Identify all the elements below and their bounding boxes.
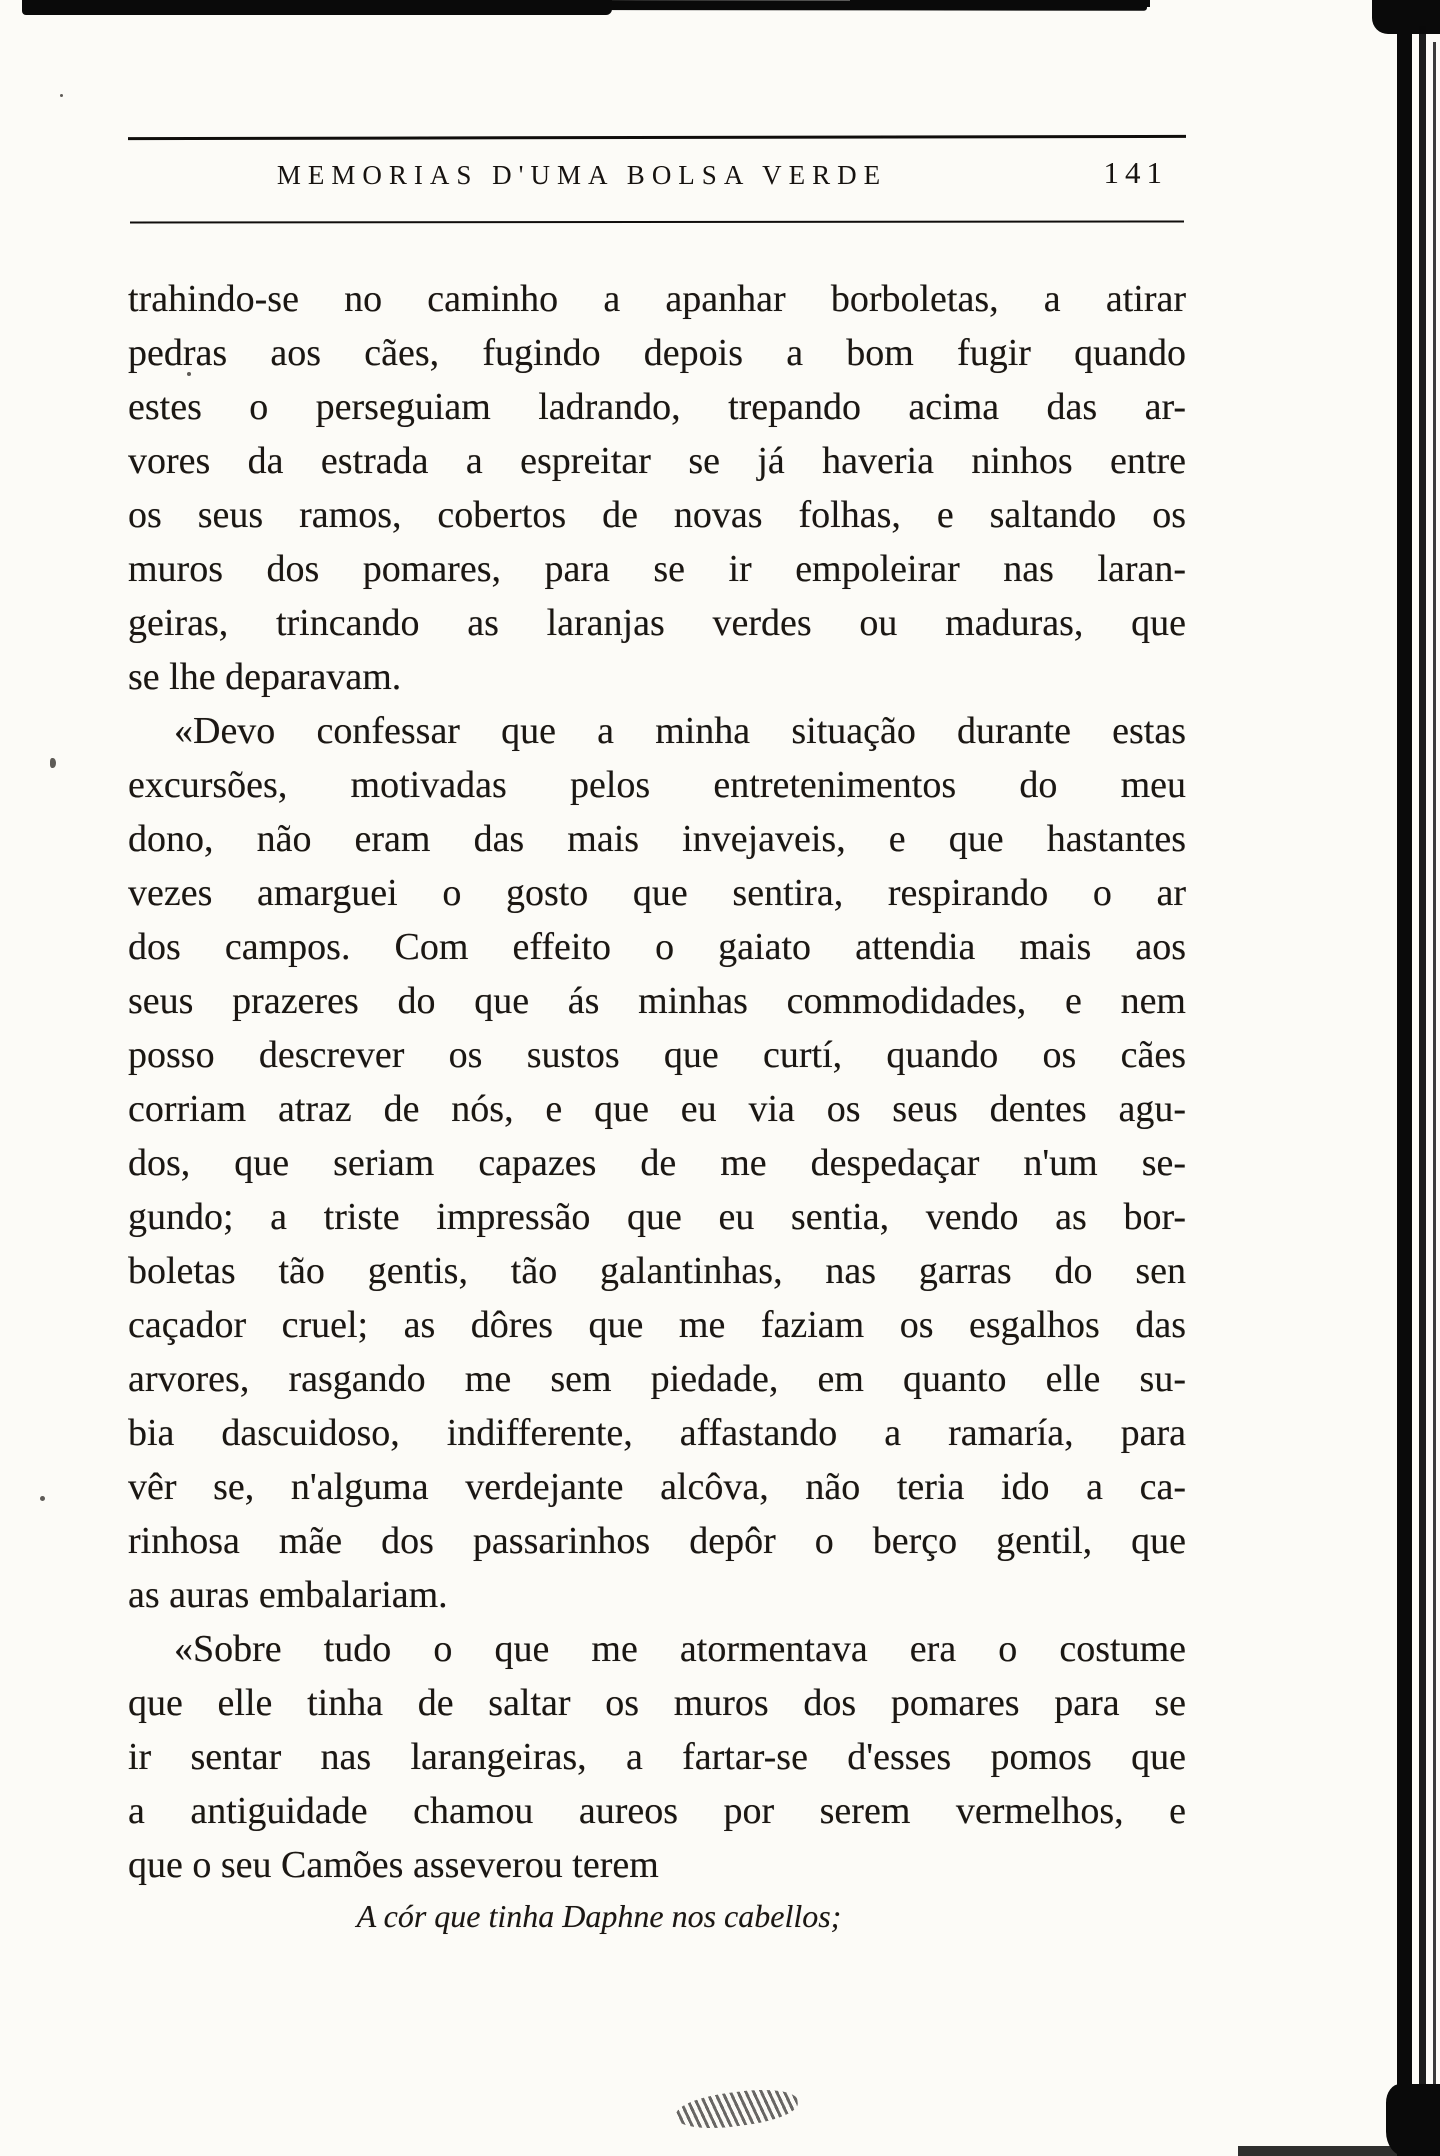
text-line: boletas tão gentis, tão galantinhas, nas garras do sen <box>128 1250 1186 1292</box>
text-line: muros dos pomares, para se ir empoleirar nas laran- <box>128 548 1186 590</box>
verse-quotation: A cór que tinha Daphne nos cabellos; <box>356 1898 842 1934</box>
text-line: corriam atraz de nós, e que eu via os seus dentes agu- <box>128 1088 1186 1130</box>
text-line: dos campos. Com effeito o gaiato attendia mais aos <box>128 926 1186 968</box>
text-line: que elle tinha de saltar os muros dos pomares para se <box>128 1682 1186 1724</box>
text-line: que o seu Camões asseverou terem <box>128 1844 659 1886</box>
text-line: bia dascuidoso, indifferente, affastando a ramaría, para <box>128 1412 1186 1454</box>
text-line: excursões, motivadas pelos entretenimentos do meu <box>128 764 1186 806</box>
text-line: trahindo-se no caminho a apanhar borboletas, a atirar <box>128 278 1186 320</box>
top-edge-scan-artifact <box>850 0 1150 7</box>
text-line: «Devo confessar que a minha situação durante estas <box>174 710 1186 752</box>
running-title: MEMORIAS D'UMA BOLSA VERDE <box>276 160 888 190</box>
text-line: geiras, trincando as laranjas verdes ou maduras, que <box>128 602 1186 644</box>
text-line: seus prazeres do que ás minhas commodidades, e nem <box>128 980 1186 1022</box>
text-line: estes o perseguiam ladrando, trepando acima das ar- <box>128 386 1186 428</box>
text-line: as auras embalariam. <box>128 1574 448 1616</box>
header-rule-bottom <box>130 220 1184 223</box>
bottom-edge-scan-artifact <box>1238 2146 1440 2156</box>
text-line: a antiguidade chamou aureos por serem vermelhos, e <box>128 1790 1186 1832</box>
right-edge-scan-artifact <box>1397 18 1412 2156</box>
text-line: dono, não eram das mais invejaveis, e que hastantes <box>128 818 1186 860</box>
page-header <box>128 154 1186 200</box>
text-line: vêr se, n'alguma verdejante alcôva, não teria ido a ca- <box>128 1466 1186 1508</box>
text-line: se lhe deparavam. <box>128 656 402 698</box>
ink-speck <box>50 758 56 768</box>
text-line: posso descrever os sustos que curtí, quando os cães <box>128 1034 1186 1076</box>
text-line: arvores, rasgando me sem piedade, em quanto elle su- <box>128 1358 1186 1400</box>
right-edge-scan-artifact <box>1433 42 1436 2100</box>
text-line: gundo; a triste impressão que eu sentia, vendo as bor- <box>128 1196 1186 1238</box>
ink-speck <box>60 94 63 97</box>
text-line: vezes amarguei o gosto que sentira, respirando o ar <box>128 872 1186 914</box>
text-line: ir sentar nas larangeiras, a fartar-se d'esses pomos que <box>128 1736 1186 1778</box>
ink-speck <box>40 1496 45 1501</box>
text-line: vores da estrada a espreitar se já haveria ninhos entre <box>128 440 1186 482</box>
body-text <box>128 272 1186 1892</box>
text-line: os seus ramos, cobertos de novas folhas, e saltando os <box>128 494 1186 536</box>
header-rule-top <box>128 135 1186 140</box>
text-line: «Sobre tudo o que me atormentava era o costume <box>174 1628 1186 1670</box>
top-edge-scan-artifact <box>22 0 612 15</box>
text-line: dos, que seriam capazes de me despedaçar n'um se- <box>128 1142 1186 1184</box>
text-line: caçador cruel; as dôres que me faziam os esgalhos das <box>128 1304 1186 1346</box>
page-number: 141 <box>1103 155 1168 190</box>
ink-smudge-artifact <box>674 2085 799 2134</box>
text-line: pedras aos cães, fugindo depois a bom fugir quando <box>128 332 1186 374</box>
right-edge-scan-artifact <box>1419 26 1426 2140</box>
text-line: rinhosa mãe dos passarinhos depôr o berço gentil, que <box>128 1520 1186 1562</box>
